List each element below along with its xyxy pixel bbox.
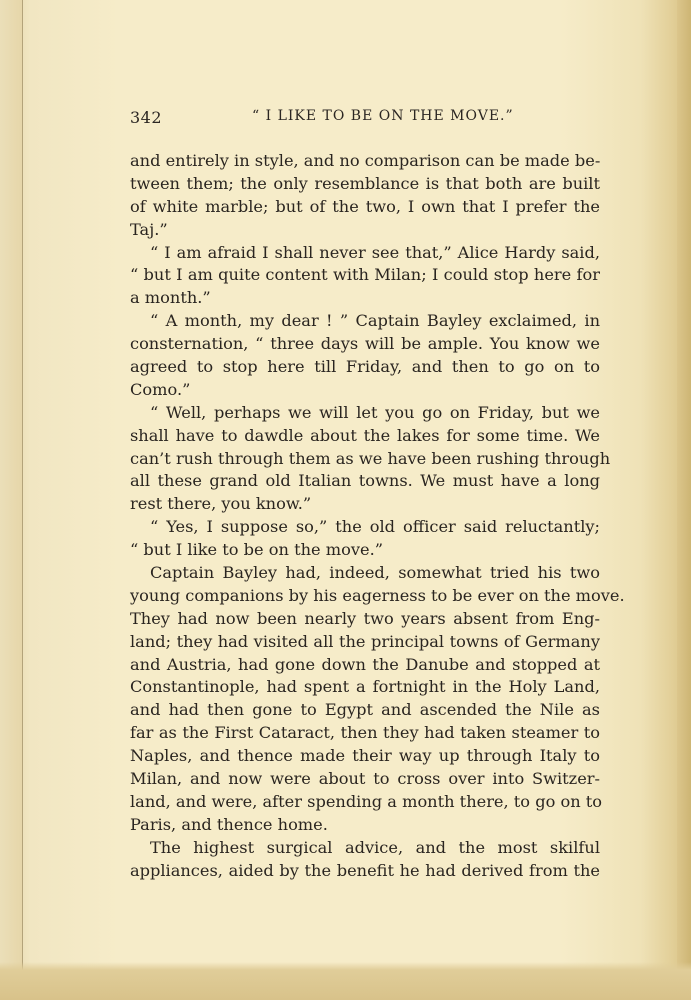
- text-line: can’t rush through them as we have been rushing through: [130, 448, 611, 468]
- text-line: “ but I am quite content with Milan; I could stop here for: [130, 265, 600, 285]
- page-edge: [677, 0, 691, 1000]
- text-line: The highest surgical advice, and the most skilful: [150, 837, 600, 857]
- text-line: appliances, aided by the benefit he had derived from the: [130, 860, 600, 880]
- page-bottom-edge: [0, 962, 691, 1000]
- text-line: rest there, you know.”: [130, 494, 312, 514]
- text-line: “ Well, perhaps we will let you go on Friday, but we: [150, 402, 600, 422]
- text-line: and had then gone to Egypt and ascended the Nile as: [130, 700, 600, 720]
- page-gutter: [0, 0, 23, 1000]
- text-line: land, and were, after spending a month there, to go on to: [130, 791, 603, 811]
- text-line: Naples, and thence made their way up through Italy to: [130, 746, 600, 766]
- text-line: “ I am afraid I shall never see that,” Alice Hardy said,: [150, 242, 600, 262]
- text-line: “ A month, my dear ! ” Captain Bayley exclaimed, in: [150, 311, 600, 331]
- text-line: young companions by his eagerness to be ever on the move.: [130, 585, 625, 605]
- text-line: “ Yes, I suppose so,” the old officer said reluctantly;: [150, 517, 600, 537]
- text-line: land; they had visited all the principal towns of Germany: [130, 631, 600, 651]
- text-line: Como.”: [130, 379, 191, 399]
- text-line: Milan, and now were about to cross over into Switzer-: [130, 769, 600, 789]
- text-line: of white marble; but of the two, I own that I prefer the: [130, 196, 600, 216]
- text-line: “ but I like to be on the move.”: [130, 540, 383, 560]
- text-line: all these grand old Italian towns. We must have a long: [130, 471, 600, 491]
- text-line: Captain Bayley had, indeed, somewhat tried his two: [150, 563, 600, 583]
- text-line: They had now been nearly two years absent from Eng-: [130, 608, 600, 628]
- text-line: shall have to dawdle about the lakes for some time. We: [130, 425, 600, 445]
- page-number: 342: [130, 108, 163, 127]
- text-line: tween them; the only resemblance is that both are built: [130, 173, 600, 193]
- page-header: [130, 108, 600, 132]
- text-line: consternation, “ three days will be ample. You know we: [130, 334, 600, 354]
- body-text: [130, 150, 625, 883]
- text-line: Paris, and thence home.: [130, 814, 328, 834]
- text-line: a month.”: [130, 288, 211, 308]
- text-line: and entirely in style, and no comparison can be made be-: [130, 151, 601, 170]
- text-line: Constantinople, had spent a fortnight in the Holy Land,: [130, 677, 600, 697]
- running-title: “ I LIKE TO BE ON THE MOVE.”: [252, 108, 514, 124]
- text-line: agreed to stop here till Friday, and then to go on to: [130, 357, 600, 377]
- text-line: and Austria, had gone down the Danube and stopped at: [130, 654, 600, 674]
- text-line: Taj.”: [130, 219, 168, 239]
- text-line: far as the First Cataract, then they had taken steamer to: [130, 723, 600, 743]
